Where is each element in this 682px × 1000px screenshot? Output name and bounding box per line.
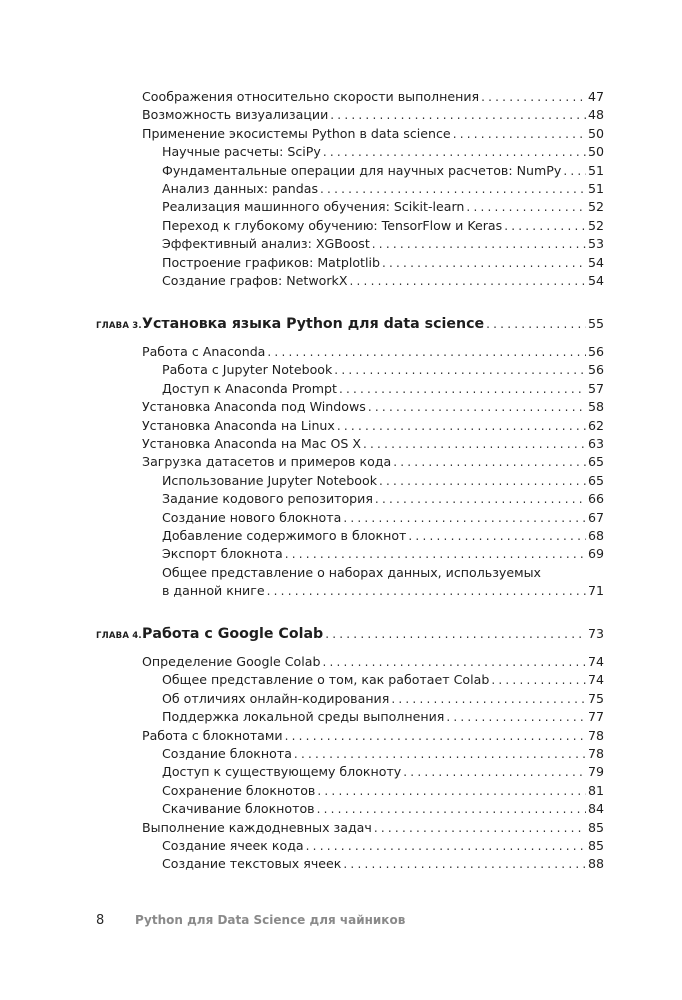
toc-entry-page: 77 <box>587 709 604 725</box>
toc-entry <box>162 689 604 708</box>
toc-entry-title: Создание текстовых ячеек <box>162 856 342 872</box>
toc-entry <box>162 854 604 873</box>
leader-dots <box>391 690 586 709</box>
toc-entry <box>162 471 604 490</box>
toc-entry-page: 71 <box>587 583 604 599</box>
toc-entry-title: Доступ к Anaconda Prompt <box>162 380 337 396</box>
toc-entry <box>162 489 604 508</box>
leader-dots <box>267 343 586 362</box>
toc-entry-title: Построение графиков: Matplotlib <box>162 254 380 270</box>
toc-entry <box>142 87 604 106</box>
toc-entry <box>142 124 604 143</box>
toc-entry <box>142 342 604 361</box>
toc-entry <box>142 397 604 416</box>
toc-entry <box>162 142 604 161</box>
leader-dots <box>491 671 586 690</box>
toc-entry-title: Применение экосистемы Python в data science <box>142 125 451 141</box>
leader-dots <box>486 313 586 335</box>
toc-entry-page: 62 <box>587 417 604 433</box>
toc-entry <box>162 544 604 563</box>
toc-entry-page: 88 <box>587 856 604 872</box>
toc-entry <box>142 105 604 124</box>
leader-dots <box>330 106 586 125</box>
toc-entry-title: Реализация машинного обучения: Scikit-learn <box>162 199 465 215</box>
toc-entry-page: 52 <box>587 217 604 233</box>
toc-entry-page: 85 <box>587 819 604 835</box>
leader-dots <box>382 254 586 273</box>
toc-entry-title: Эффективный анализ: XGBoost <box>162 236 370 252</box>
toc-entry-title: Экспорт блокнота <box>162 546 283 562</box>
chapter-title: Работа с Google Colab <box>142 626 324 642</box>
toc-entry-title: Создание блокнота <box>162 746 292 761</box>
toc-entry-title: Фундаментальные операции для научных расчетов: NumPy <box>162 162 562 178</box>
leader-dots <box>343 855 586 874</box>
leader-dots <box>317 800 586 819</box>
toc-entry-page: 84 <box>587 801 604 817</box>
toc-entry-page: 65 <box>587 472 604 488</box>
leader-dots <box>337 417 586 436</box>
chapter-page: 55 <box>587 316 604 331</box>
toc-entry-title: Выполнение каждодневных задач <box>142 819 372 835</box>
leader-dots <box>320 180 586 199</box>
toc-entry-page: 56 <box>587 362 604 378</box>
leader-dots <box>393 453 586 472</box>
leader-dots <box>325 623 586 645</box>
toc-entry-page: 57 <box>587 380 604 396</box>
toc-entry <box>162 216 604 235</box>
leader-dots <box>375 490 586 509</box>
toc-entry <box>162 762 604 781</box>
toc-entry-page: 81 <box>587 782 604 798</box>
leader-dots <box>267 582 586 601</box>
leader-dots <box>363 435 586 454</box>
toc-entry <box>162 508 604 527</box>
toc-entry-title: в данной книге <box>162 583 265 599</box>
toc-entry <box>162 379 604 398</box>
toc-entry <box>162 670 604 689</box>
toc-entry-title: Научные расчеты: SciPy <box>162 144 321 160</box>
toc-entry <box>162 836 604 855</box>
running-footer-title: Python для Data Science для чайников <box>135 913 406 927</box>
toc-entry <box>162 581 604 600</box>
toc-entry-title: Определение Google Colab <box>142 654 321 669</box>
toc-entry-title: Задание кодового репозитория <box>162 491 373 507</box>
leader-dots <box>368 398 586 417</box>
toc-entry-page: 48 <box>587 107 604 123</box>
leader-dots <box>285 727 586 746</box>
toc-entry-title: Переход к глубокому обучению: TensorFlow и Keras <box>162 217 503 233</box>
toc-entry-title: Создание нового блокнота <box>162 509 342 525</box>
toc-entry <box>162 526 604 545</box>
toc-entry-page: 69 <box>587 546 604 562</box>
toc-entry <box>142 726 604 745</box>
toc-entry <box>162 360 604 379</box>
toc-entry-title: Установка Anaconda на Mac OS X <box>142 436 361 451</box>
toc-entry-page: 68 <box>587 528 604 543</box>
toc-entry-wrapped-line1: Общее представление о наборах данных, используемых <box>162 564 541 580</box>
toc-entry-title: Поддержка локальной среды выполнения <box>162 709 445 725</box>
toc-entry-page: 74 <box>587 672 604 688</box>
toc-entry-title: Загрузка датасетов и примеров кода <box>142 454 392 470</box>
leader-dots <box>563 162 586 181</box>
toc-entry-title: Установка Anaconda под Windows <box>142 399 366 415</box>
toc-entry <box>162 707 604 726</box>
leader-dots <box>403 763 586 782</box>
leader-dots <box>349 272 585 291</box>
toc-entry <box>162 197 604 216</box>
toc-entry <box>142 452 604 471</box>
toc-entry-title: Общее представление о том, как работает Colab <box>162 672 490 688</box>
leader-dots <box>408 527 586 546</box>
toc-entry-title: Работа с Anaconda <box>142 344 266 359</box>
toc-entry-page: 75 <box>587 690 604 706</box>
toc-entry <box>162 781 604 800</box>
chapter-heading <box>96 623 604 645</box>
toc-entry-title: Доступ к существующему блокноту <box>162 764 402 780</box>
leader-dots <box>453 125 586 144</box>
toc-entry-page: 78 <box>587 727 604 743</box>
toc-entry-page: 50 <box>587 125 604 141</box>
toc-entry <box>162 271 604 290</box>
page-number: 8 <box>96 913 105 928</box>
chapter-title: Установка языка Python для data science <box>142 316 485 332</box>
leader-dots <box>374 819 586 838</box>
toc-entry <box>162 161 604 180</box>
toc-entry <box>142 818 604 837</box>
toc-entry <box>162 744 604 763</box>
toc-entry-page: 65 <box>587 454 604 470</box>
leader-dots <box>339 380 586 399</box>
toc-entry <box>142 434 604 453</box>
toc-entry-title: Анализ данных: pandas <box>162 181 319 196</box>
toc-entry-title: Создание графов: NetworkX <box>162 273 348 288</box>
toc-entry-title: Сохранение блокнотов <box>162 782 316 798</box>
toc-entry-title: Скачивание блокнотов <box>162 801 315 817</box>
leader-dots <box>334 361 586 380</box>
leader-dots <box>285 545 586 564</box>
leader-dots <box>504 217 586 236</box>
toc-entry-title: Соображения относительно скорости выполнения <box>142 89 480 104</box>
leader-dots <box>322 653 586 672</box>
toc-entry-page: 54 <box>587 273 604 288</box>
toc-entry-page: 67 <box>587 509 604 525</box>
toc-entry-page: 63 <box>587 436 604 451</box>
toc-entry-title: Установка Anaconda на Linux <box>142 417 335 433</box>
toc-entry-page: 51 <box>587 162 604 178</box>
leader-dots <box>294 745 586 764</box>
chapter-heading <box>96 313 604 335</box>
toc-entry <box>162 234 604 253</box>
leader-dots <box>372 235 586 254</box>
leader-dots <box>323 143 586 162</box>
leader-dots <box>343 509 586 528</box>
toc-entry-page: 79 <box>587 764 604 780</box>
toc-entry-title: Создание ячеек кода <box>162 838 304 853</box>
toc-entry-page: 66 <box>587 491 604 507</box>
chapter-label: ГЛАВА 3. <box>96 321 142 331</box>
toc-entry <box>142 652 604 671</box>
toc-entry-title: Добавление содержимого в блокнот <box>162 528 407 543</box>
leader-dots <box>466 198 586 217</box>
leader-dots <box>306 837 586 856</box>
chapter-label: ГЛАВА 4. <box>96 631 142 641</box>
toc-entry-page: 85 <box>587 838 604 853</box>
toc-entry-title: Работа с блокнотами <box>142 727 283 743</box>
toc-entry-page: 51 <box>587 181 604 196</box>
toc-entry <box>142 416 604 435</box>
toc-entry-page: 54 <box>587 254 604 270</box>
leader-dots <box>317 782 586 801</box>
toc-entry <box>162 179 604 198</box>
toc-entry-page: 53 <box>587 236 604 252</box>
toc-entry-page: 50 <box>587 144 604 160</box>
chapter-page: 73 <box>587 626 604 641</box>
toc-entry-title: Использование Jupyter Notebook <box>162 472 377 488</box>
toc-entry-page: 52 <box>587 199 604 215</box>
toc-entry-title: Об отличиях онлайн-кодирования <box>162 690 390 706</box>
toc-entry-page: 56 <box>587 344 604 359</box>
leader-dots <box>379 472 586 491</box>
toc-entry-page: 47 <box>587 89 604 104</box>
toc-entry <box>162 253 604 272</box>
leader-dots <box>481 88 586 107</box>
toc-entry-title: Возможность визуализации <box>142 107 329 123</box>
toc-entry-page: 74 <box>587 654 604 669</box>
toc-entry-title: Работа с Jupyter Notebook <box>162 362 333 378</box>
toc-entry <box>162 799 604 818</box>
leader-dots <box>446 708 586 727</box>
toc-entry-page: 58 <box>587 399 604 415</box>
toc-entry-page: 78 <box>587 746 604 761</box>
